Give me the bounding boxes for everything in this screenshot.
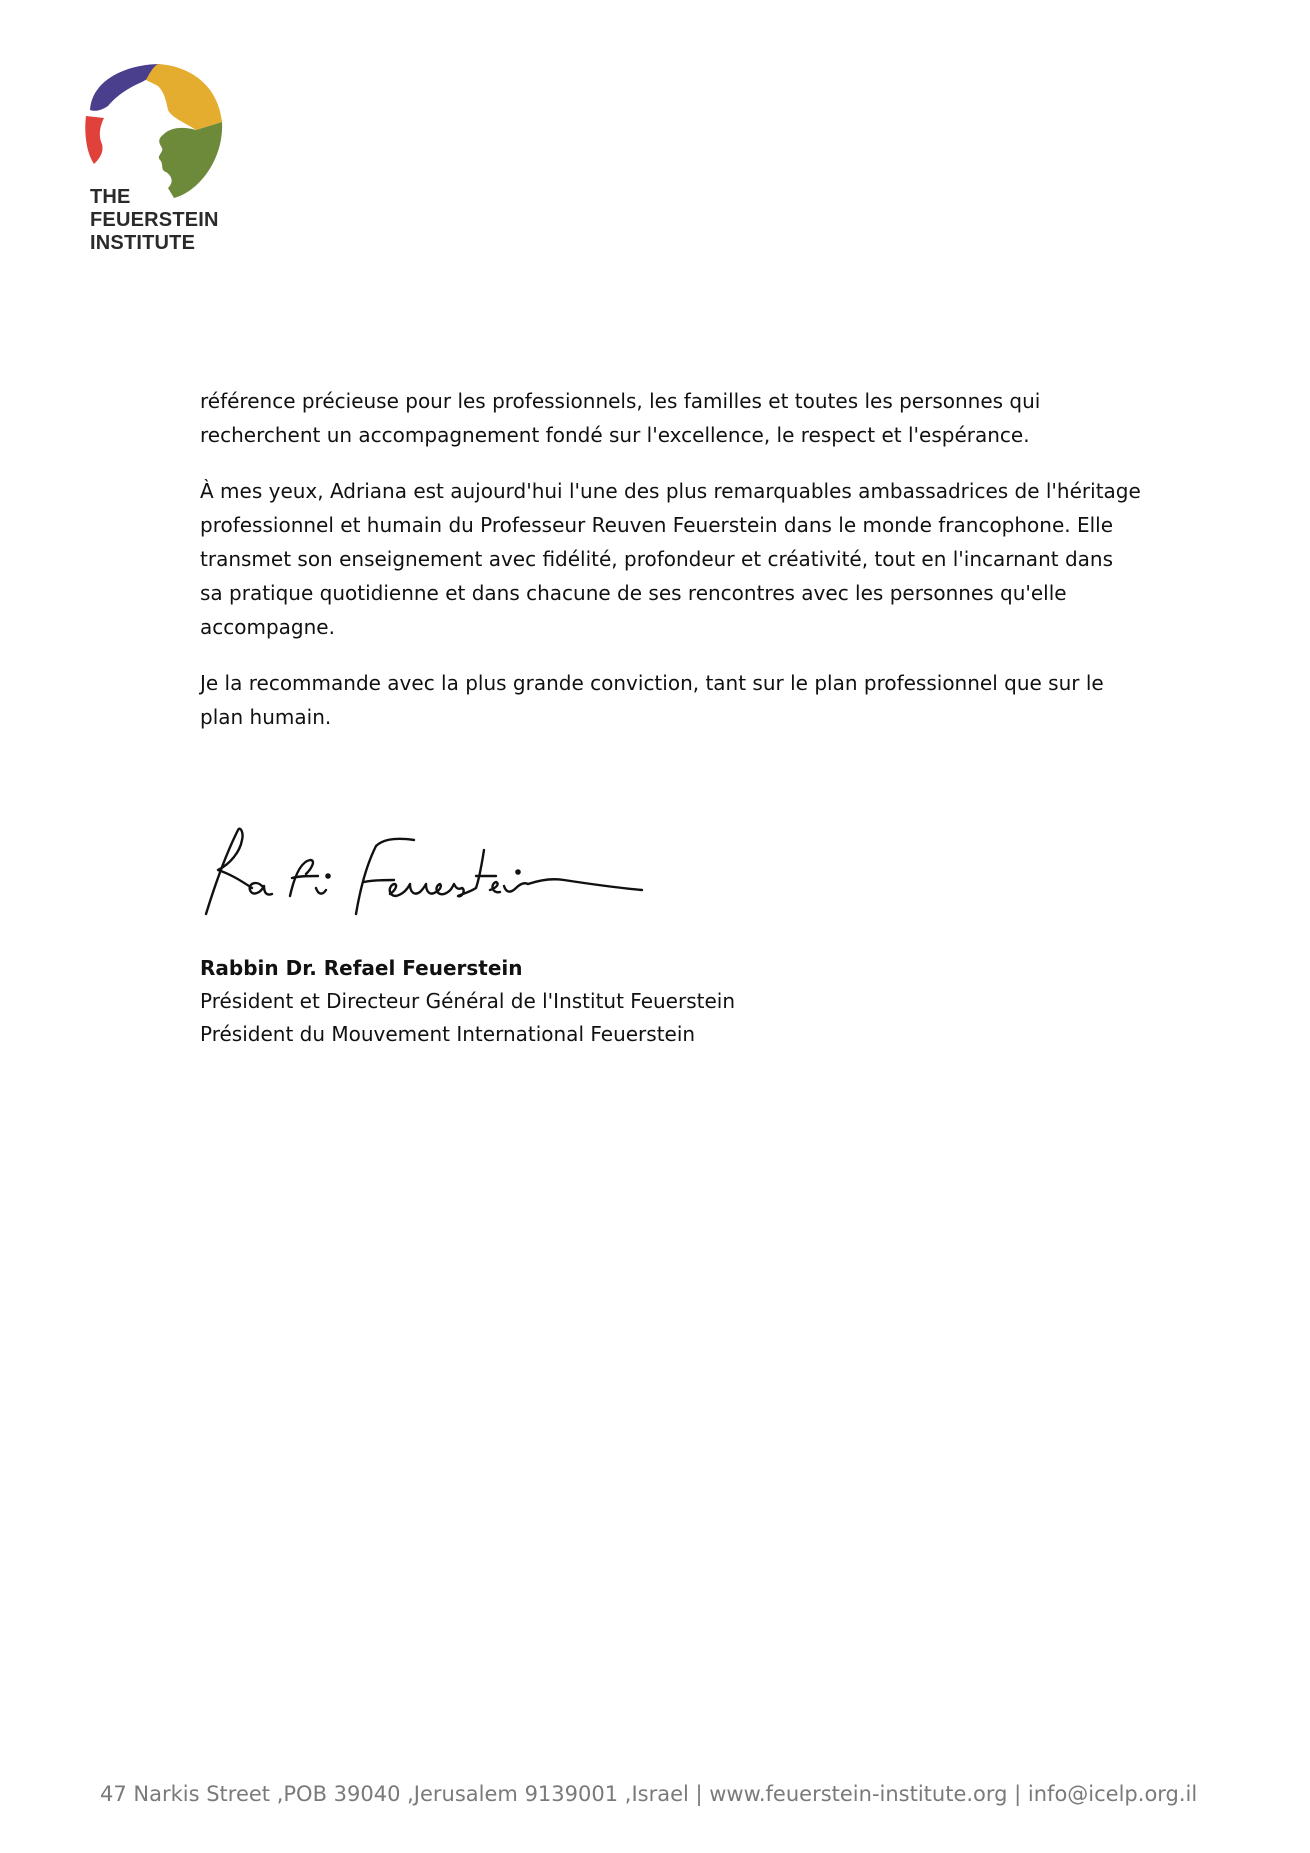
paragraph-line: accompagne.	[200, 615, 335, 639]
paragraph-line: plan humain.	[200, 705, 332, 729]
paragraph-line: référence précieuse pour les professionnels, les familles et toutes les personnes qui	[200, 389, 1041, 413]
profile-logo-icon	[80, 60, 230, 200]
signatory-block	[200, 952, 1140, 1051]
paragraph-2	[200, 474, 1140, 644]
letter-body	[200, 384, 1140, 756]
paragraph-line: recherchent un accompagnement fondé sur l'excellence, le respect et l'espérance.	[200, 423, 1030, 447]
paragraph-1	[200, 384, 1140, 452]
paragraph-3	[200, 666, 1140, 734]
paragraph-line: sa pratique quotidienne et dans chacune de ses rencontres avec les personnes qu'elle	[200, 581, 1067, 605]
handwritten-signature	[200, 818, 650, 938]
logo-wordmark	[90, 186, 219, 255]
institute-logo	[80, 60, 250, 260]
paragraph-line: Je la recommande avec la plus grande conviction, tant sur le plan professionnel que sur le	[200, 671, 1104, 695]
signatory-role-1: Président et Directeur Général de l'Institut Feuerstein	[200, 989, 736, 1013]
logo-line-the: THE	[90, 186, 131, 208]
logo-line-feuerstein: FEUERSTEIN	[90, 209, 219, 231]
footer-contact: 47 Narkis Street ,POB 39040 ,Jerusalem 9139001 ,Israel | www.feuerstein-institute.org | info@icelp.org.il	[100, 1782, 1198, 1806]
logo-line-institute: INSTITUTE	[90, 232, 196, 254]
paragraph-line: À mes yeux, Adriana est aujourd'hui l'une des plus remarquables ambassadrices de l'héritage	[200, 479, 1141, 503]
signatory-role-2: Président du Mouvement International Feuerstein	[200, 1022, 696, 1046]
signatory-name: Rabbin Dr. Refael Feuerstein	[200, 956, 523, 980]
paragraph-line: professionnel et humain du Professeur Reuven Feuerstein dans le monde francophone. Elle	[200, 513, 1114, 537]
paragraph-line: transmet son enseignement avec fidélité, profondeur et créativité, tout en l'incarnant dans	[200, 547, 1113, 571]
